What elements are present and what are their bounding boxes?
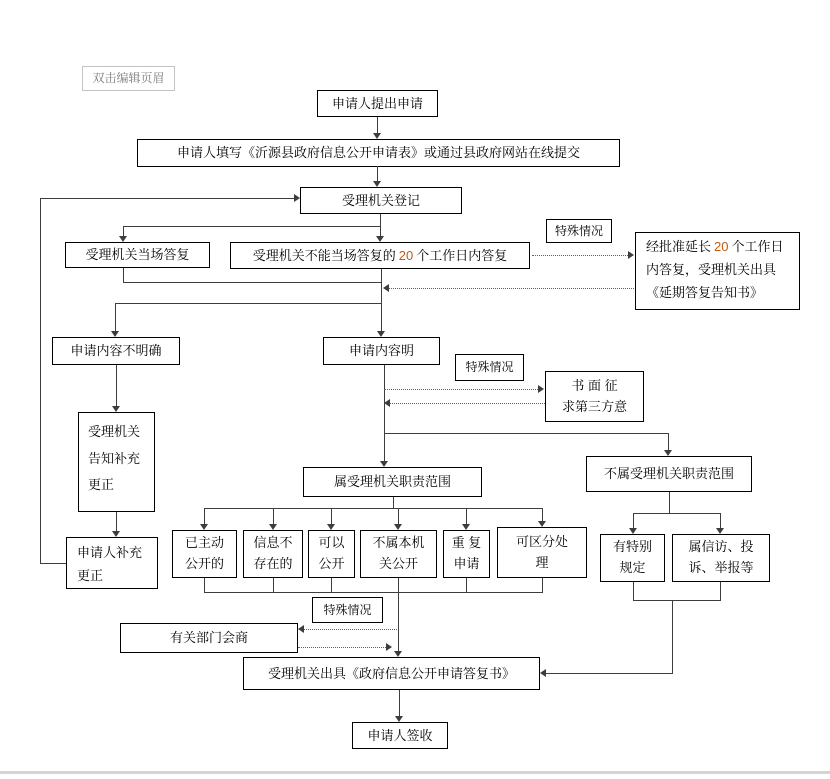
- connector-line: [720, 513, 721, 528]
- connector-line: [204, 592, 543, 593]
- dotted-connector-line: [298, 647, 386, 648]
- connector-line: [398, 508, 399, 524]
- node-content-clear[interactable]: 申请内容明: [323, 337, 440, 365]
- node-notify-supplement[interactable]: 受理机关告知补充更正: [78, 412, 155, 512]
- dotted-connector-line: [532, 255, 628, 256]
- dotted-connector-line: [389, 288, 634, 289]
- node-petition-complaint[interactable]: [672, 534, 770, 582]
- arrowhead-right-icon: [386, 643, 392, 651]
- node-already-public[interactable]: [172, 530, 237, 578]
- connector-line: [40, 198, 294, 199]
- node-department-consultation[interactable]: 有关部门会商: [120, 623, 298, 653]
- arrowhead-down-icon: [394, 524, 402, 530]
- connector-line: [204, 508, 205, 524]
- arrowhead-right-icon: [294, 194, 300, 202]
- arrowhead-down-icon: [327, 524, 335, 530]
- already-public-line2: 公开的: [184, 556, 224, 571]
- node-can-be-public[interactable]: [308, 530, 355, 578]
- separable-line2: 理: [535, 554, 549, 570]
- node-onspot-reply[interactable]: 受理机关当场答复: [65, 242, 210, 268]
- can-public-line1: 可以: [318, 535, 345, 551]
- arrowhead-down-icon: [462, 524, 470, 530]
- node-applicant-submits[interactable]: 申请人提出申请: [317, 90, 438, 117]
- node-info-not-exist[interactable]: [243, 530, 303, 578]
- connector-line: [720, 582, 721, 601]
- connector-line: [466, 508, 467, 524]
- connector-line: [633, 582, 634, 601]
- connector-line: [542, 508, 543, 521]
- connector-line: [123, 226, 381, 227]
- connector-line: [116, 512, 117, 531]
- connector-line: [377, 166, 378, 181]
- connector-line: [672, 600, 673, 674]
- already-public-line1: 已主动: [184, 535, 224, 551]
- node-third-party-opinion[interactable]: [545, 371, 644, 422]
- connector-line: [633, 513, 634, 528]
- node-special-case-2[interactable]: 特殊情况: [455, 354, 524, 381]
- edit-header-hint-box[interactable]: 双击编辑页眉: [82, 66, 175, 91]
- arrowhead-down-icon: [664, 450, 672, 456]
- connector-line: [123, 226, 124, 236]
- not-exist-line1: 信息不: [253, 535, 293, 551]
- arrowhead-right-icon: [628, 251, 634, 259]
- petition-line1: 属信访、投: [688, 539, 754, 555]
- connector-line: [115, 303, 116, 331]
- not-exist-line2: 存在的: [253, 556, 293, 571]
- connector-line: [542, 578, 543, 593]
- connector-line: [40, 563, 66, 564]
- node-special-rules[interactable]: [600, 534, 665, 582]
- connector-line: [116, 365, 117, 406]
- reply-20-prefix: 受理机关不能当场答复的: [252, 247, 396, 263]
- connector-line: [273, 578, 274, 593]
- petition-line2: 诉、举报等: [688, 560, 754, 575]
- connector-line: [668, 433, 669, 450]
- third-party-line1: 书 面 征: [571, 377, 618, 393]
- arrowhead-left-icon: [383, 284, 389, 292]
- arrowhead-right-icon: [538, 385, 544, 393]
- connector-line: [384, 365, 385, 461]
- not-this-org-line1: 不属本机: [372, 535, 425, 551]
- arrowhead-down-icon: [395, 716, 403, 722]
- node-applicant-signs[interactable]: 申请人签收: [352, 722, 448, 749]
- extend-prefix: 经批准延长: [646, 239, 712, 254]
- connector-line: [40, 198, 41, 563]
- connector-line: [384, 433, 669, 434]
- connector-line: [331, 578, 332, 593]
- connector-line: [115, 303, 381, 304]
- arrowhead-down-icon: [716, 528, 724, 534]
- node-in-scope[interactable]: 属受理机关职责范围: [303, 467, 482, 497]
- reply-20-number: 20: [398, 247, 414, 263]
- node-content-unclear[interactable]: 申请内容不明确: [52, 337, 180, 365]
- dotted-connector-line: [304, 629, 397, 630]
- connector-line: [399, 690, 400, 716]
- repeat-line1: 重 复: [451, 535, 482, 551]
- node-out-of-scope[interactable]: 不属受理机关职责范围: [586, 456, 752, 492]
- arrowhead-down-icon: [377, 331, 385, 337]
- arrowhead-left-icon: [540, 669, 546, 677]
- connector-line: [380, 226, 381, 236]
- not-this-org-line2: 关公开: [378, 556, 418, 571]
- separable-line1: 可区分处: [515, 533, 568, 549]
- node-extend-deadline[interactable]: [635, 232, 800, 310]
- node-applicant-supplement[interactable]: 申请人补充更正: [66, 537, 158, 589]
- repeat-line2: 申请: [453, 556, 480, 571]
- arrowhead-down-icon: [112, 531, 120, 537]
- connector-line: [331, 508, 332, 524]
- node-fill-application-form[interactable]: 申请人填写《沂源县政府信息公开申请表》或通过县政府网站在线提交: [137, 139, 620, 167]
- node-special-case-1[interactable]: 特殊情况: [546, 219, 612, 243]
- third-party-line2: 求第三方意: [561, 398, 627, 414]
- connector-line: [381, 269, 382, 331]
- page-bottom-border: [0, 771, 830, 774]
- node-special-case-3[interactable]: 特殊情况: [312, 597, 383, 623]
- connector-line: [546, 673, 672, 674]
- node-register[interactable]: 受理机关登记: [300, 187, 462, 214]
- arrowhead-down-icon: [119, 236, 127, 242]
- arrowhead-down-icon: [380, 461, 388, 467]
- node-issue-reply-document[interactable]: 受理机关出具《政府信息公开申请答复书》: [243, 657, 540, 690]
- connector-line: [633, 513, 721, 514]
- connector-line: [633, 600, 721, 601]
- node-not-this-org[interactable]: [360, 530, 437, 578]
- can-public-line2: 公开: [318, 556, 345, 571]
- arrowhead-down-icon: [111, 331, 119, 337]
- arrowhead-down-icon: [200, 524, 208, 530]
- connector-line: [273, 508, 274, 524]
- special-rules-line1: 有特别: [612, 539, 652, 555]
- arrowhead-down-icon: [112, 406, 120, 412]
- arrowhead-down-icon: [376, 236, 384, 242]
- arrowhead-down-icon: [629, 528, 637, 534]
- arrowhead-left-icon: [298, 625, 304, 633]
- arrowhead-down-icon: [373, 133, 381, 139]
- extend-number: 20: [714, 239, 729, 254]
- connector-line: [204, 508, 543, 509]
- extend-suffix: 个工作日内答复，受理机关出具《延期答复告知书》: [646, 239, 784, 300]
- connector-line: [466, 578, 467, 593]
- connector-line: [669, 492, 670, 514]
- connector-line: [123, 268, 124, 283]
- connector-line: [123, 282, 382, 283]
- arrowhead-down-icon: [373, 181, 381, 187]
- connector-line: [398, 578, 399, 651]
- special-rules-line2: 规定: [619, 560, 646, 575]
- arrowhead-down-icon: [269, 524, 277, 530]
- dotted-connector-line: [390, 403, 545, 404]
- node-separable-handling[interactable]: [497, 527, 587, 578]
- node-repeat-application[interactable]: [443, 530, 490, 578]
- connector-line: [204, 578, 205, 593]
- connector-line: [377, 117, 378, 133]
- arrowhead-down-icon: [394, 651, 402, 657]
- reply-20-suffix: 个工作日内答复: [416, 247, 508, 263]
- arrowhead-left-icon: [384, 399, 390, 407]
- dotted-connector-line: [384, 389, 538, 390]
- node-reply-within-20-days[interactable]: [230, 242, 530, 269]
- arrowhead-down-icon: [538, 521, 546, 527]
